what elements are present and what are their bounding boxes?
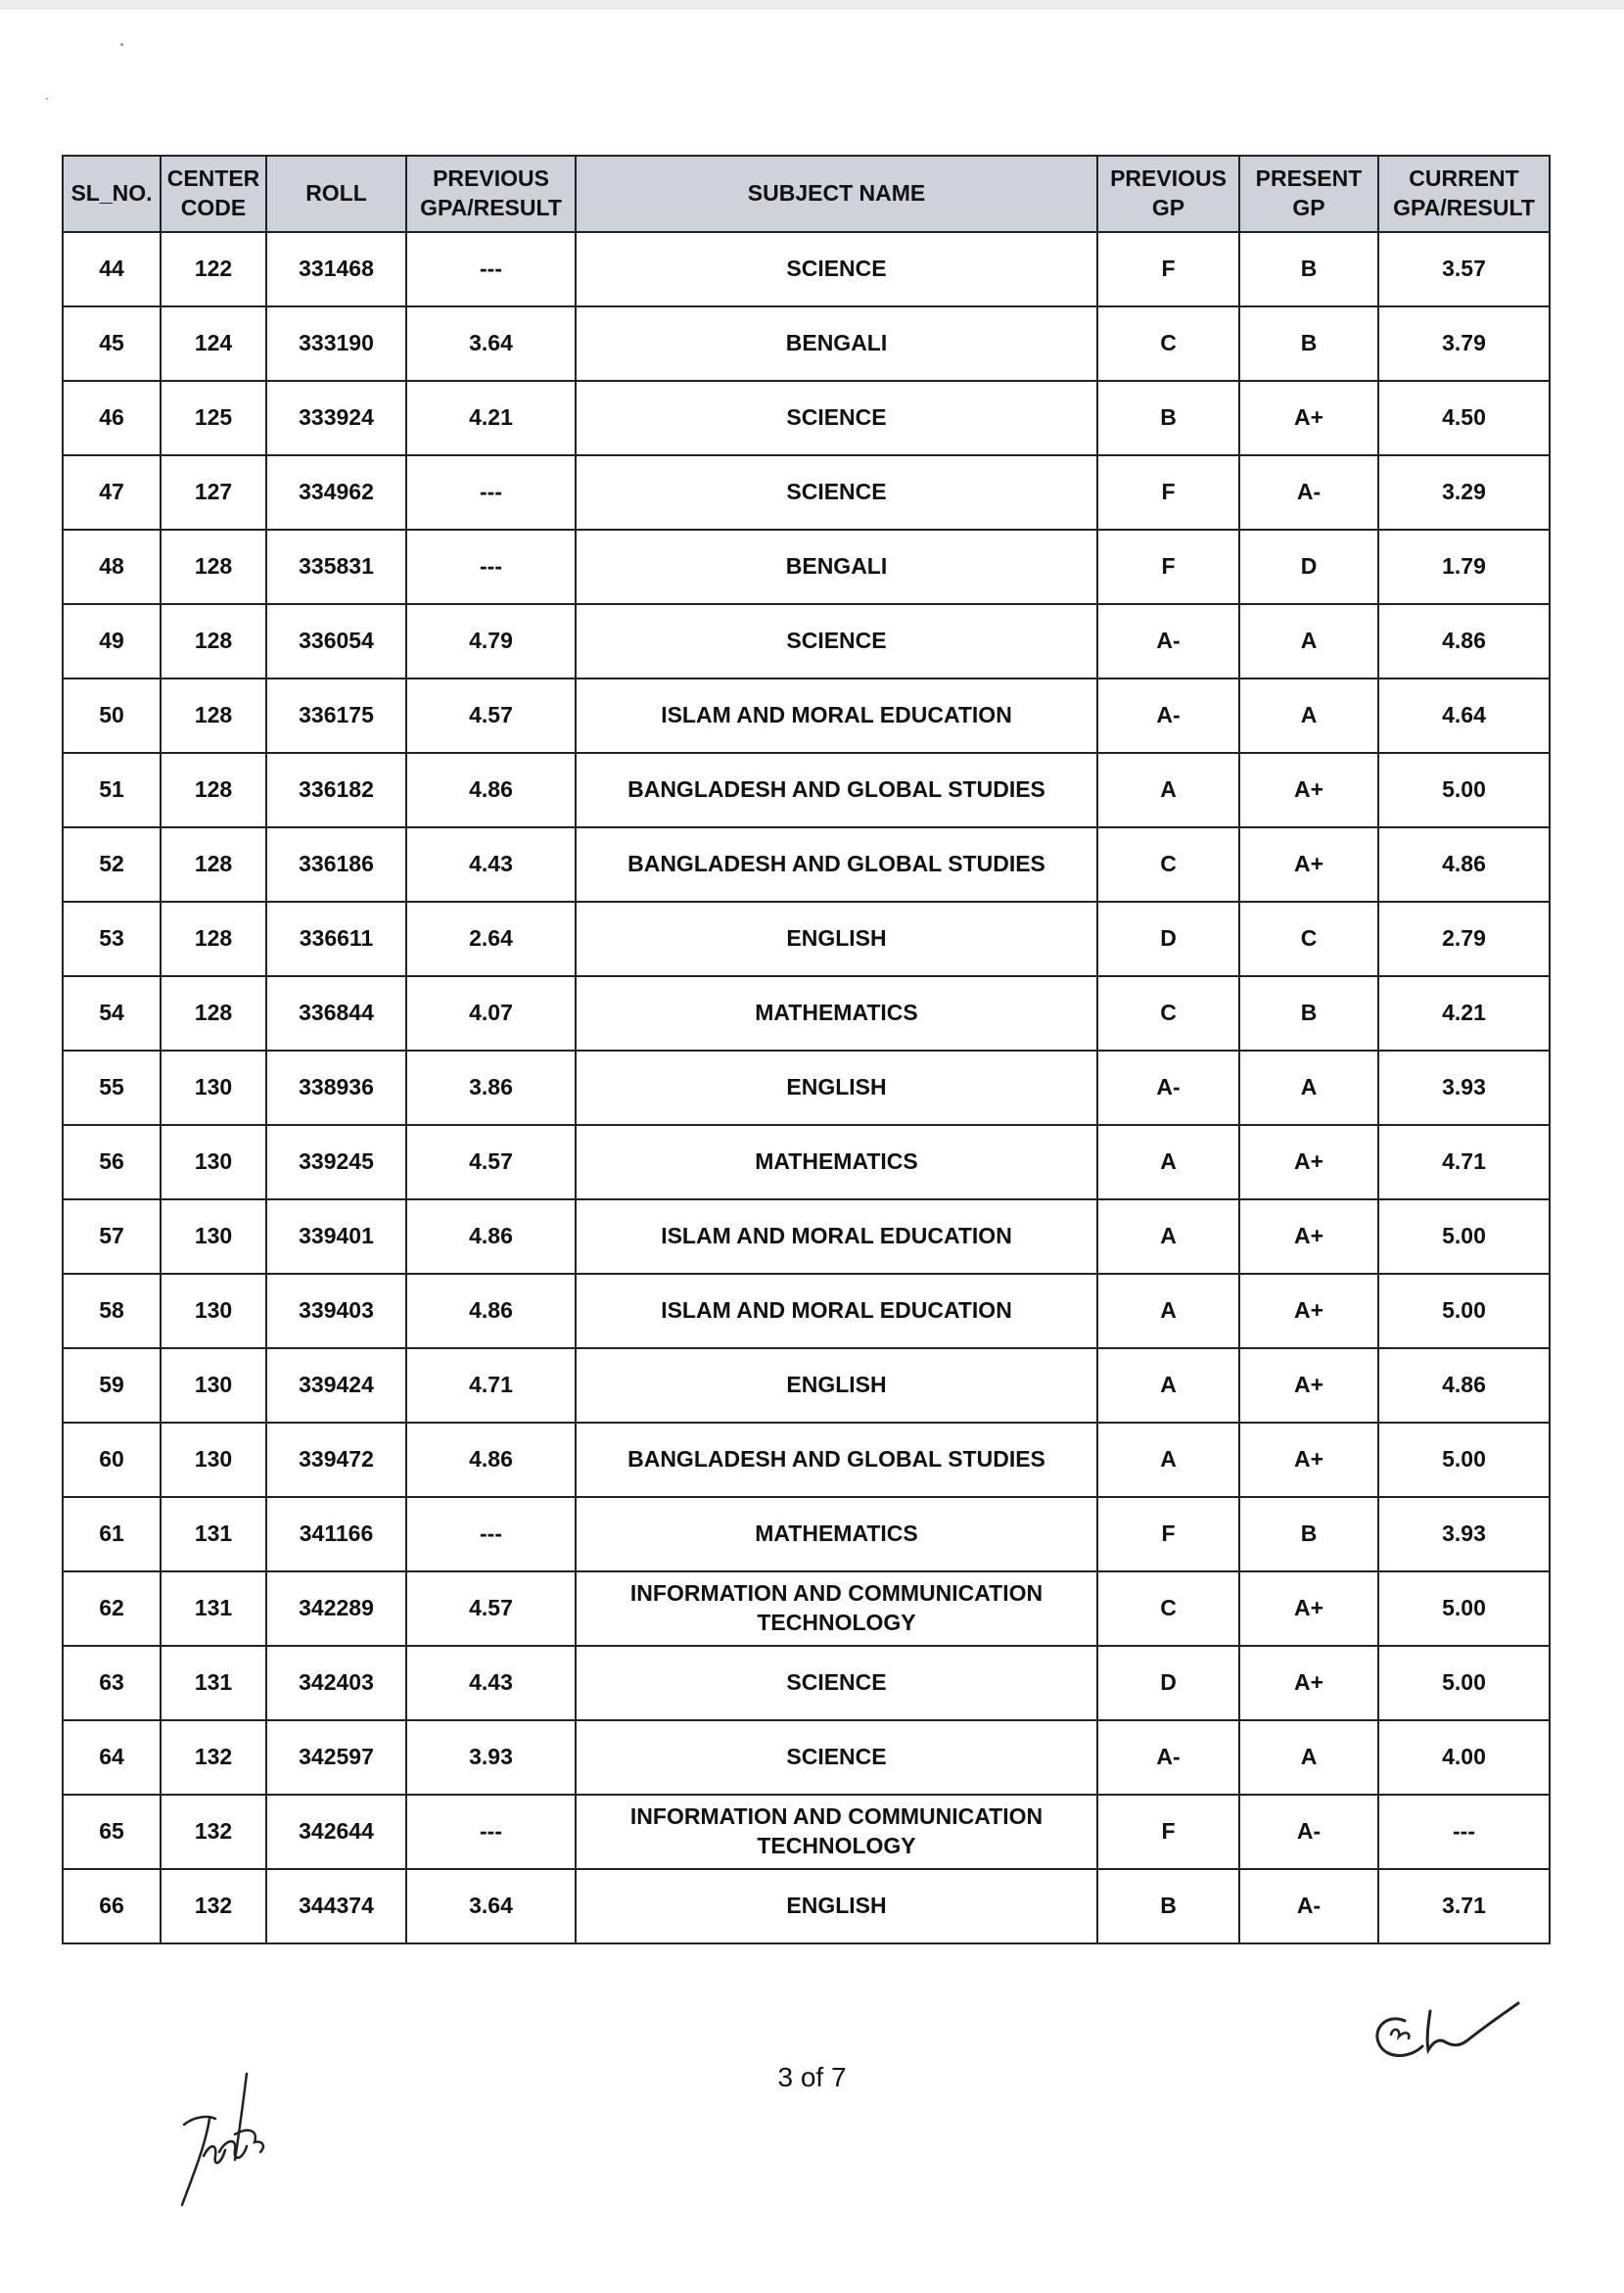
cell-sl-no: 44 (63, 232, 161, 306)
cell-subject-name: ISLAM AND MORAL EDUCATION (576, 1199, 1097, 1274)
cell-subject-name: INFORMATION AND COMMUNICATION TECHNOLOGY (576, 1795, 1097, 1869)
cell-current-gpa: 5.00 (1378, 1274, 1550, 1348)
cell-sl-no: 53 (63, 902, 161, 976)
scan-speck (46, 98, 48, 100)
cell-sl-no: 47 (63, 455, 161, 530)
cell-center-code: 124 (161, 306, 266, 381)
cell-previous-gpa: 2.64 (406, 902, 576, 976)
cell-present-gp: A+ (1239, 753, 1378, 827)
cell-current-gpa: 4.00 (1378, 1720, 1550, 1795)
cell-present-gp: D (1239, 530, 1378, 604)
cell-center-code: 130 (161, 1125, 266, 1199)
cell-current-gpa: 4.21 (1378, 976, 1550, 1051)
cell-sl-no: 56 (63, 1125, 161, 1199)
results-table (62, 155, 1551, 1944)
cell-previous-gpa: 4.21 (406, 381, 576, 455)
cell-sl-no: 61 (63, 1497, 161, 1571)
cell-roll: 338936 (266, 1051, 406, 1125)
cell-current-gpa: 4.86 (1378, 1348, 1550, 1423)
cell-roll: 336186 (266, 827, 406, 902)
cell-center-code: 128 (161, 902, 266, 976)
cell-current-gpa: 3.57 (1378, 232, 1550, 306)
cell-present-gp: A+ (1239, 1348, 1378, 1423)
cell-previous-gp: A (1097, 753, 1239, 827)
cell-present-gp: B (1239, 232, 1378, 306)
cell-previous-gp: A (1097, 1125, 1239, 1199)
cell-subject-name: BANGLADESH AND GLOBAL STUDIES (576, 827, 1097, 902)
cell-sl-no: 59 (63, 1348, 161, 1423)
cell-previous-gpa: 4.86 (406, 753, 576, 827)
cell-center-code: 128 (161, 976, 266, 1051)
cell-roll: 339403 (266, 1274, 406, 1348)
cell-previous-gpa: 4.07 (406, 976, 576, 1051)
cell-center-code: 128 (161, 679, 266, 753)
cell-present-gp: A+ (1239, 1125, 1378, 1199)
table-row (63, 306, 1550, 381)
cell-roll: 336054 (266, 604, 406, 679)
cell-subject-name: MATHEMATICS (576, 976, 1097, 1051)
cell-present-gp: A (1239, 679, 1378, 753)
cell-subject-name: SCIENCE (576, 1646, 1097, 1720)
cell-center-code: 128 (161, 827, 266, 902)
cell-center-code: 128 (161, 753, 266, 827)
cell-roll: 341166 (266, 1497, 406, 1571)
cell-current-gpa: 3.93 (1378, 1051, 1550, 1125)
cell-present-gp: A+ (1239, 1646, 1378, 1720)
cell-previous-gpa: --- (406, 1497, 576, 1571)
cell-subject-name: ISLAM AND MORAL EDUCATION (576, 679, 1097, 753)
page-number: 3 of 7 (777, 2062, 847, 2092)
cell-center-code: 132 (161, 1869, 266, 1943)
cell-previous-gpa: 4.71 (406, 1348, 576, 1423)
cell-previous-gp: C (1097, 1571, 1239, 1646)
header-current-gpa: CURRENT GPA/RESULT (1378, 156, 1550, 232)
header-subject-name: SUBJECT NAME (576, 156, 1097, 232)
table-row (63, 1274, 1550, 1348)
cell-previous-gpa: 4.57 (406, 1571, 576, 1646)
cell-present-gp: A (1239, 1051, 1378, 1125)
scan-speck (120, 43, 123, 46)
table-row (63, 1497, 1550, 1571)
cell-subject-name: ISLAM AND MORAL EDUCATION (576, 1274, 1097, 1348)
cell-present-gp: A+ (1239, 1423, 1378, 1497)
cell-previous-gp: F (1097, 1795, 1239, 1869)
cell-previous-gp: A (1097, 1274, 1239, 1348)
table-row (63, 753, 1550, 827)
cell-previous-gp: C (1097, 306, 1239, 381)
cell-roll: 339401 (266, 1199, 406, 1274)
cell-current-gpa: 5.00 (1378, 1423, 1550, 1497)
cell-subject-name: ENGLISH (576, 1348, 1097, 1423)
cell-subject-name: INFORMATION AND COMMUNICATION TECHNOLOGY (576, 1571, 1097, 1646)
cell-subject-name: SCIENCE (576, 604, 1097, 679)
cell-current-gpa: 3.93 (1378, 1497, 1550, 1571)
signature-right (1366, 1978, 1532, 2076)
cell-roll: 331468 (266, 232, 406, 306)
cell-subject-name: BENGALI (576, 530, 1097, 604)
cell-present-gp: A+ (1239, 381, 1378, 455)
cell-previous-gpa: 3.64 (406, 1869, 576, 1943)
cell-previous-gp: A- (1097, 1720, 1239, 1795)
cell-sl-no: 54 (63, 976, 161, 1051)
cell-subject-name: SCIENCE (576, 232, 1097, 306)
cell-center-code: 131 (161, 1646, 266, 1720)
table-row (63, 1348, 1550, 1423)
header-previous-gp: PREVIOUS GP (1097, 156, 1239, 232)
cell-previous-gp: C (1097, 827, 1239, 902)
cell-present-gp: A- (1239, 1869, 1378, 1943)
cell-center-code: 132 (161, 1720, 266, 1795)
table-row (63, 902, 1550, 976)
cell-current-gpa: --- (1378, 1795, 1550, 1869)
cell-roll: 335831 (266, 530, 406, 604)
cell-previous-gpa: 4.86 (406, 1423, 576, 1497)
cell-present-gp: A- (1239, 1795, 1378, 1869)
cell-roll: 334962 (266, 455, 406, 530)
table-row (63, 530, 1550, 604)
cell-present-gp: A- (1239, 455, 1378, 530)
signature-left (164, 2066, 282, 2213)
cell-previous-gpa: 4.86 (406, 1274, 576, 1348)
cell-previous-gp: F (1097, 1497, 1239, 1571)
cell-roll: 336182 (266, 753, 406, 827)
cell-sl-no: 64 (63, 1720, 161, 1795)
cell-previous-gpa: 4.43 (406, 1646, 576, 1720)
cell-current-gpa: 3.71 (1378, 1869, 1550, 1943)
table-row (63, 1571, 1550, 1646)
cell-roll: 342597 (266, 1720, 406, 1795)
cell-previous-gpa: --- (406, 1795, 576, 1869)
table-row (63, 1869, 1550, 1943)
scan-edge (0, 0, 1624, 10)
cell-sl-no: 63 (63, 1646, 161, 1720)
cell-subject-name: ENGLISH (576, 1869, 1097, 1943)
cell-previous-gpa: 4.57 (406, 1125, 576, 1199)
cell-current-gpa: 4.86 (1378, 827, 1550, 902)
cell-center-code: 122 (161, 232, 266, 306)
cell-center-code: 128 (161, 604, 266, 679)
table-row (63, 1646, 1550, 1720)
cell-roll: 339424 (266, 1348, 406, 1423)
cell-subject-name: MATHEMATICS (576, 1497, 1097, 1571)
cell-present-gp: B (1239, 976, 1378, 1051)
cell-current-gpa: 2.79 (1378, 902, 1550, 976)
table-row (63, 604, 1550, 679)
cell-present-gp: A+ (1239, 1571, 1378, 1646)
table-row (63, 381, 1550, 455)
cell-previous-gpa: 3.93 (406, 1720, 576, 1795)
cell-present-gp: A+ (1239, 1274, 1378, 1348)
cell-current-gpa: 4.71 (1378, 1125, 1550, 1199)
cell-center-code: 127 (161, 455, 266, 530)
cell-center-code: 130 (161, 1051, 266, 1125)
table-row (63, 1051, 1550, 1125)
table-header-row (63, 156, 1550, 232)
cell-previous-gpa: 3.64 (406, 306, 576, 381)
cell-present-gp: A (1239, 604, 1378, 679)
cell-center-code: 132 (161, 1795, 266, 1869)
cell-previous-gp: F (1097, 455, 1239, 530)
cell-subject-name: SCIENCE (576, 455, 1097, 530)
cell-sl-no: 50 (63, 679, 161, 753)
cell-previous-gp: C (1097, 976, 1239, 1051)
cell-current-gpa: 1.79 (1378, 530, 1550, 604)
cell-previous-gp: B (1097, 381, 1239, 455)
cell-previous-gpa: 4.86 (406, 1199, 576, 1274)
cell-subject-name: BENGALI (576, 306, 1097, 381)
cell-subject-name: ENGLISH (576, 1051, 1097, 1125)
cell-current-gpa: 5.00 (1378, 1571, 1550, 1646)
cell-previous-gp: A- (1097, 679, 1239, 753)
table-row (63, 455, 1550, 530)
cell-roll: 336175 (266, 679, 406, 753)
cell-current-gpa: 4.50 (1378, 381, 1550, 455)
cell-roll: 336611 (266, 902, 406, 976)
table-row (63, 679, 1550, 753)
table-row (63, 827, 1550, 902)
cell-sl-no: 52 (63, 827, 161, 902)
cell-sl-no: 51 (63, 753, 161, 827)
table-row (63, 1423, 1550, 1497)
table-row (63, 232, 1550, 306)
cell-present-gp: A+ (1239, 827, 1378, 902)
cell-previous-gpa: --- (406, 530, 576, 604)
cell-previous-gp: D (1097, 902, 1239, 976)
cell-previous-gp: D (1097, 1646, 1239, 1720)
cell-previous-gpa: --- (406, 455, 576, 530)
cell-sl-no: 62 (63, 1571, 161, 1646)
table-body (63, 232, 1550, 1943)
cell-sl-no: 46 (63, 381, 161, 455)
cell-subject-name: BANGLADESH AND GLOBAL STUDIES (576, 1423, 1097, 1497)
cell-current-gpa: 3.79 (1378, 306, 1550, 381)
cell-current-gpa: 5.00 (1378, 1199, 1550, 1274)
cell-previous-gp: A- (1097, 1051, 1239, 1125)
cell-previous-gpa: 4.43 (406, 827, 576, 902)
cell-current-gpa: 3.29 (1378, 455, 1550, 530)
cell-roll: 339472 (266, 1423, 406, 1497)
cell-roll: 333190 (266, 306, 406, 381)
header-roll: ROLL (266, 156, 406, 232)
cell-subject-name: BANGLADESH AND GLOBAL STUDIES (576, 753, 1097, 827)
cell-roll: 339245 (266, 1125, 406, 1199)
cell-sl-no: 66 (63, 1869, 161, 1943)
cell-current-gpa: 4.64 (1378, 679, 1550, 753)
cell-sl-no: 55 (63, 1051, 161, 1125)
cell-previous-gp: F (1097, 530, 1239, 604)
table-row (63, 1125, 1550, 1199)
cell-roll: 333924 (266, 381, 406, 455)
cell-roll: 344374 (266, 1869, 406, 1943)
cell-previous-gp: A (1097, 1423, 1239, 1497)
cell-center-code: 130 (161, 1274, 266, 1348)
cell-subject-name: MATHEMATICS (576, 1125, 1097, 1199)
cell-center-code: 130 (161, 1423, 266, 1497)
cell-roll: 342644 (266, 1795, 406, 1869)
cell-roll: 336844 (266, 976, 406, 1051)
cell-previous-gp: B (1097, 1869, 1239, 1943)
cell-sl-no: 58 (63, 1274, 161, 1348)
table-row (63, 976, 1550, 1051)
header-present-gp: PRESENT GP (1239, 156, 1378, 232)
header-center-code: CENTER CODE (161, 156, 266, 232)
cell-previous-gp: F (1097, 232, 1239, 306)
cell-previous-gpa: --- (406, 232, 576, 306)
cell-current-gpa: 4.86 (1378, 604, 1550, 679)
cell-center-code: 131 (161, 1497, 266, 1571)
table-row (63, 1720, 1550, 1795)
cell-sl-no: 49 (63, 604, 161, 679)
cell-present-gp: B (1239, 306, 1378, 381)
cell-center-code: 130 (161, 1199, 266, 1274)
cell-current-gpa: 5.00 (1378, 1646, 1550, 1720)
cell-subject-name: SCIENCE (576, 1720, 1097, 1795)
cell-present-gp: C (1239, 902, 1378, 976)
cell-previous-gpa: 3.86 (406, 1051, 576, 1125)
cell-roll: 342289 (266, 1571, 406, 1646)
cell-previous-gpa: 4.79 (406, 604, 576, 679)
cell-sl-no: 65 (63, 1795, 161, 1869)
cell-previous-gp: A- (1097, 604, 1239, 679)
cell-center-code: 125 (161, 381, 266, 455)
cell-present-gp: A+ (1239, 1199, 1378, 1274)
header-previous-gpa: PREVIOUS GPA/RESULT (406, 156, 576, 232)
cell-previous-gp: A (1097, 1199, 1239, 1274)
cell-center-code: 130 (161, 1348, 266, 1423)
cell-center-code: 128 (161, 530, 266, 604)
cell-previous-gp: A (1097, 1348, 1239, 1423)
header-sl-no: SL_NO. (63, 156, 161, 232)
cell-subject-name: ENGLISH (576, 902, 1097, 976)
cell-sl-no: 60 (63, 1423, 161, 1497)
cell-current-gpa: 5.00 (1378, 753, 1550, 827)
table-row (63, 1795, 1550, 1869)
cell-present-gp: A (1239, 1720, 1378, 1795)
cell-roll: 342403 (266, 1646, 406, 1720)
cell-sl-no: 57 (63, 1199, 161, 1274)
cell-subject-name: SCIENCE (576, 381, 1097, 455)
cell-sl-no: 45 (63, 306, 161, 381)
cell-center-code: 131 (161, 1571, 266, 1646)
cell-present-gp: B (1239, 1497, 1378, 1571)
cell-previous-gpa: 4.57 (406, 679, 576, 753)
cell-sl-no: 48 (63, 530, 161, 604)
table-row (63, 1199, 1550, 1274)
